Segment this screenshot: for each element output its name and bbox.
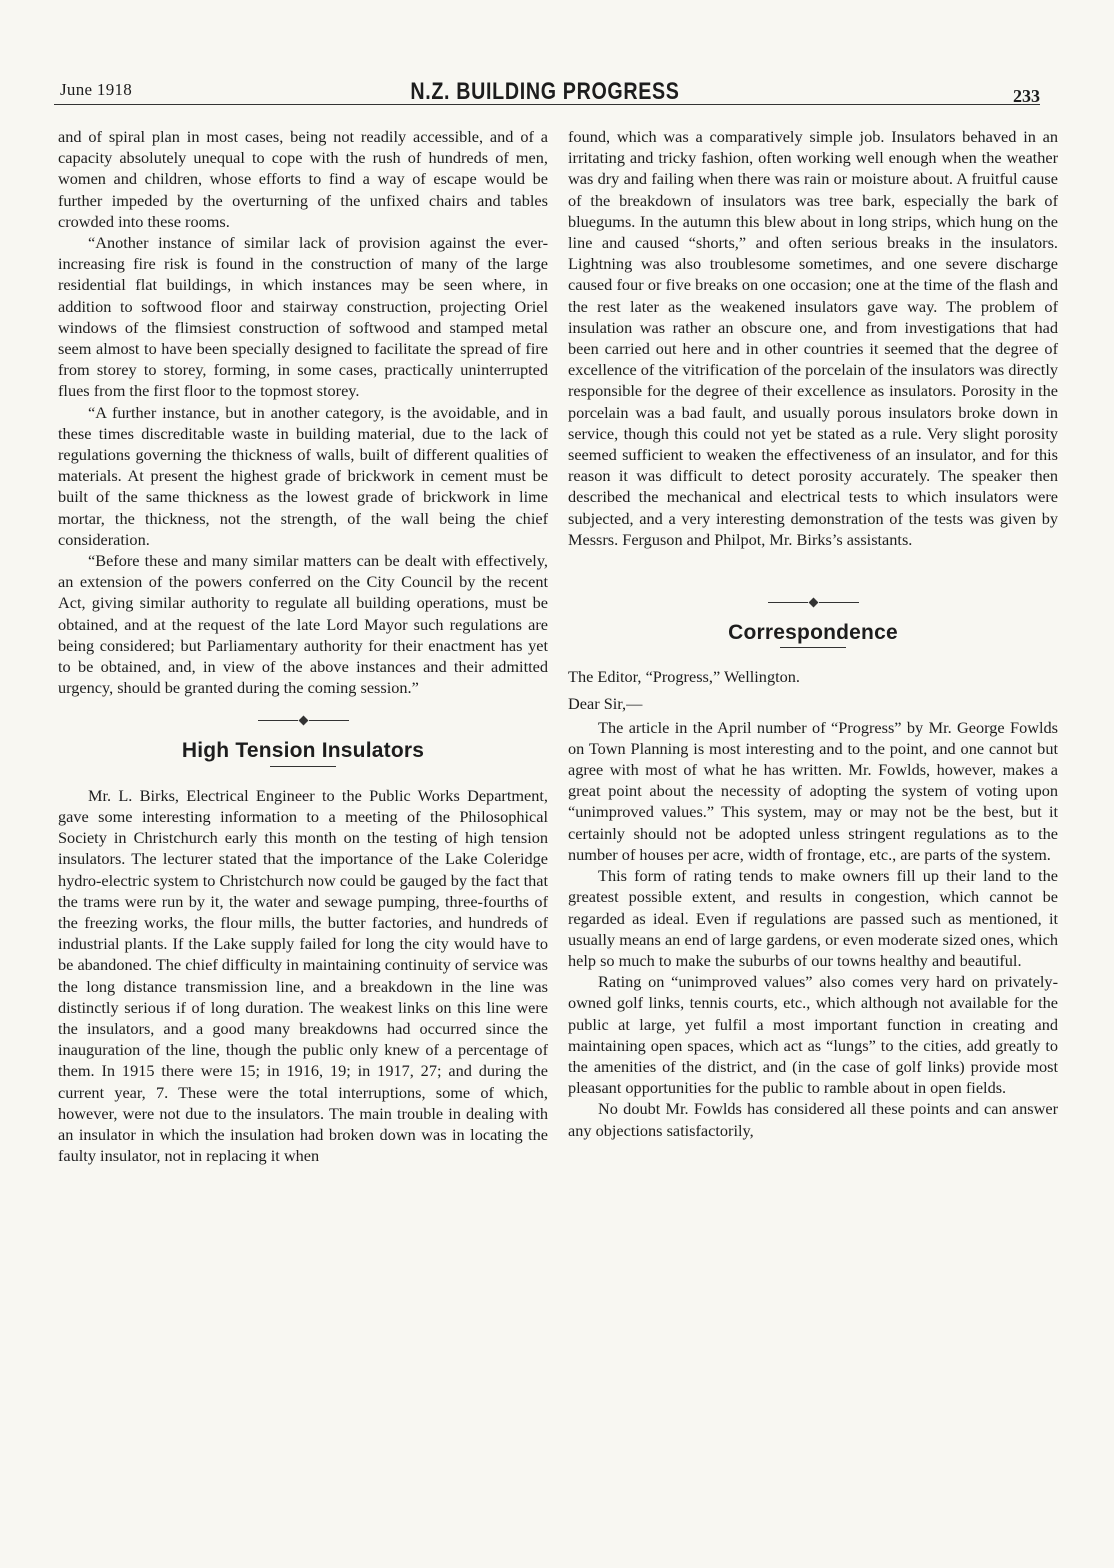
letter-paragraph: The article in the April number of “Progress” by Mr. George Fowlds on Town Planning is most interesting and to the point, and one cannot but agree with most of what he has written. Mr. Fowlds, however, makes a great point about the necessity of adopting the system of voting upon “unimproved values.” This system, may or may not be the best, but it certainly should not be adopted unless stringent regulations as to the number of houses per acre, width of frontage, etc., are parts of the system. — [568, 717, 1058, 864]
heading-underline — [780, 647, 846, 648]
left-column — [58, 126, 548, 1166]
insulators-paragraph: Mr. L. Birks, Electrical Engineer to the Public Works Department, gave some interesting information to a meeting of the Philosophical Society in Christchurch early this month on the testing of high tension insulators. The lecturer stated that the importance of the Lake Coleridge hydro-electric system to Christchurch now could be gauged by the fact that the trams were run by it, the water and sewage pumping, three-fourths of the freezing works, the flour mills, the butter factories, and hundreds of industrial plants. If the Lake supply failed for long the city would have to be abandoned. The chief difficulty in maintaining continuity of service was the long distance transmission line, and a breakdown in the line was distinctly serious if of long duration. The weakest links on this line were the insulators, and a good many breakdowns had occurred since the inauguration of the line, though the public only knew of a percentage of them. In 1915 there were 15; in 1916, 19; in 1917, 27; and during the current year, 7. These were the total interruptions, some of which, however, were not due to the insulators. The main trouble in dealing with an insulator in which the insulation had broken down was in locating the faulty insulator, not in replacing it when — [58, 785, 548, 1166]
page-header — [50, 80, 1040, 112]
article-paragraph: “A further instance, but in another category, is the avoidable, and in these times discreditable waste in building material, due to the lack of regulations governing the thickness of walls, built of different qualities of materials. At present the highest grade of brickwork in cement must be built of the same thickness as the lowest grade of brickwork in lime mortar, the thickness, not the strength, of the wall being the chief consideration. — [58, 402, 548, 549]
header-rule — [54, 104, 1040, 105]
insulators-continued-paragraph: found, which was a comparatively simple job. Insulators behaved in an irritating and tricky fashion, often working well enough when the weather was dry and failing when there was rain or moisture about. A fruitful cause of the breakdown of insulators was tree bark, especially the bark of bluegums. In the autumn this blew about in long strips, which hung on the line and caused “shorts,” and often serious breaks in the insulators. Lightning was also troublesome sometimes, and one severe discharge caused four or five breaks on one occasion; one at the time of the flash and the rest later as the weakened insulators gave way. The problem of insulation was rather an obscure one, and from investigations that had been carried out here and in other countries it seemed that the degree of excellence of the vitrification of the porcelain of the insulators was directly responsible for the degree of their excellence as insulators. Porosity in the porcelain was a bad fault, and usually porous insulators broke down in service, though this could not yet be stated as a rule. Very slight porosity seemed sufficient to weaken the effectiveness of an insulator, and for this reason it was difficult to detect porosity accurately. The speaker then described the mechanical and electrical tests to which insulators were subjected, and a very interesting demonstration of the tests was given by Messrs. Ferguson and Philpot, Mr. Birks’s assistants. — [568, 127, 1058, 549]
letter-paragraph: No doubt Mr. Fowlds has considered all these points and can answer any objections satisfactorily, — [568, 1099, 1058, 1140]
article-paragraph: and of spiral plan in most cases, being not readily accessible, and of a capacity absolutely unequal to cope with the rush of hundreds of men, women and children, whose efforts to find a way of escape would be further impeded by the overturning of the unfixed chairs and tables crowded into these rooms. — [58, 127, 548, 231]
heading-underline — [270, 766, 336, 767]
insulators-heading: High Tension Insulators — [181, 739, 425, 763]
letter-address: The Editor, “Progress,” Wellington. — [568, 667, 800, 687]
page-number: 233 — [1013, 86, 1040, 106]
publication-title: N.Z. BUILDING PROGRESS — [410, 78, 680, 105]
issue-date: June 1918 — [60, 80, 133, 99]
correspondence-heading: Correspondence — [728, 621, 898, 645]
section-divider-ornament — [568, 590, 1058, 614]
section-divider-ornament — [58, 708, 548, 732]
letter-paragraph: This form of rating tends to make owners fill up their land to the greatest possible extent, and results in congestion, which cannot be regarded as ideal. Even if regulations are passed such as mentioned, it usually means an end of large gardens, or even moderate sized ones, which help so much to make the suburbs of our towns healthy and beautiful. — [568, 866, 1058, 970]
article-paragraph: “Before these and many similar matters can be dealt with effectively, an extension of the powers conferred on the City Council by the recent Act, giving similar authority to regulate all building operations, must be obtained, and at the request of the late Lord Mayor such regulations are being considered; but Parliamentary authority for their enactment has yet to be obtained, and, in view of the above instances and their admitted urgency, should be granted during the coming session.” — [58, 551, 548, 698]
right-column — [568, 126, 1058, 1141]
article-paragraph: “Another instance of similar lack of provision against the ever-increasing fire risk is found in the construction of many of the large residential flat buildings, in which instances may be seen where, in addition to softwood floor and stairway construction, projecting Oriel windows of the flimsiest construction of softwood and stamped metal seem almost to have been specially designed to facilitate the spread of fire from storey to storey, forming, in some cases, practically uninterrupted flues from the first floor to the topmost storey. — [58, 233, 548, 401]
letter-paragraph: Rating on “unimproved values” also comes very hard on privately-owned golf links, tennis courts, etc., which although not available for the public at large, yet fulfil a most important function in creating and maintaining open spaces, which act as “lungs” to the cities, add greatly to the amenities of the district, and (in the case of golf links) provide most pleasant opportunities for the public to ramble about in open fields. — [568, 972, 1058, 1098]
letter-salutation: Dear Sir,— — [568, 694, 643, 714]
